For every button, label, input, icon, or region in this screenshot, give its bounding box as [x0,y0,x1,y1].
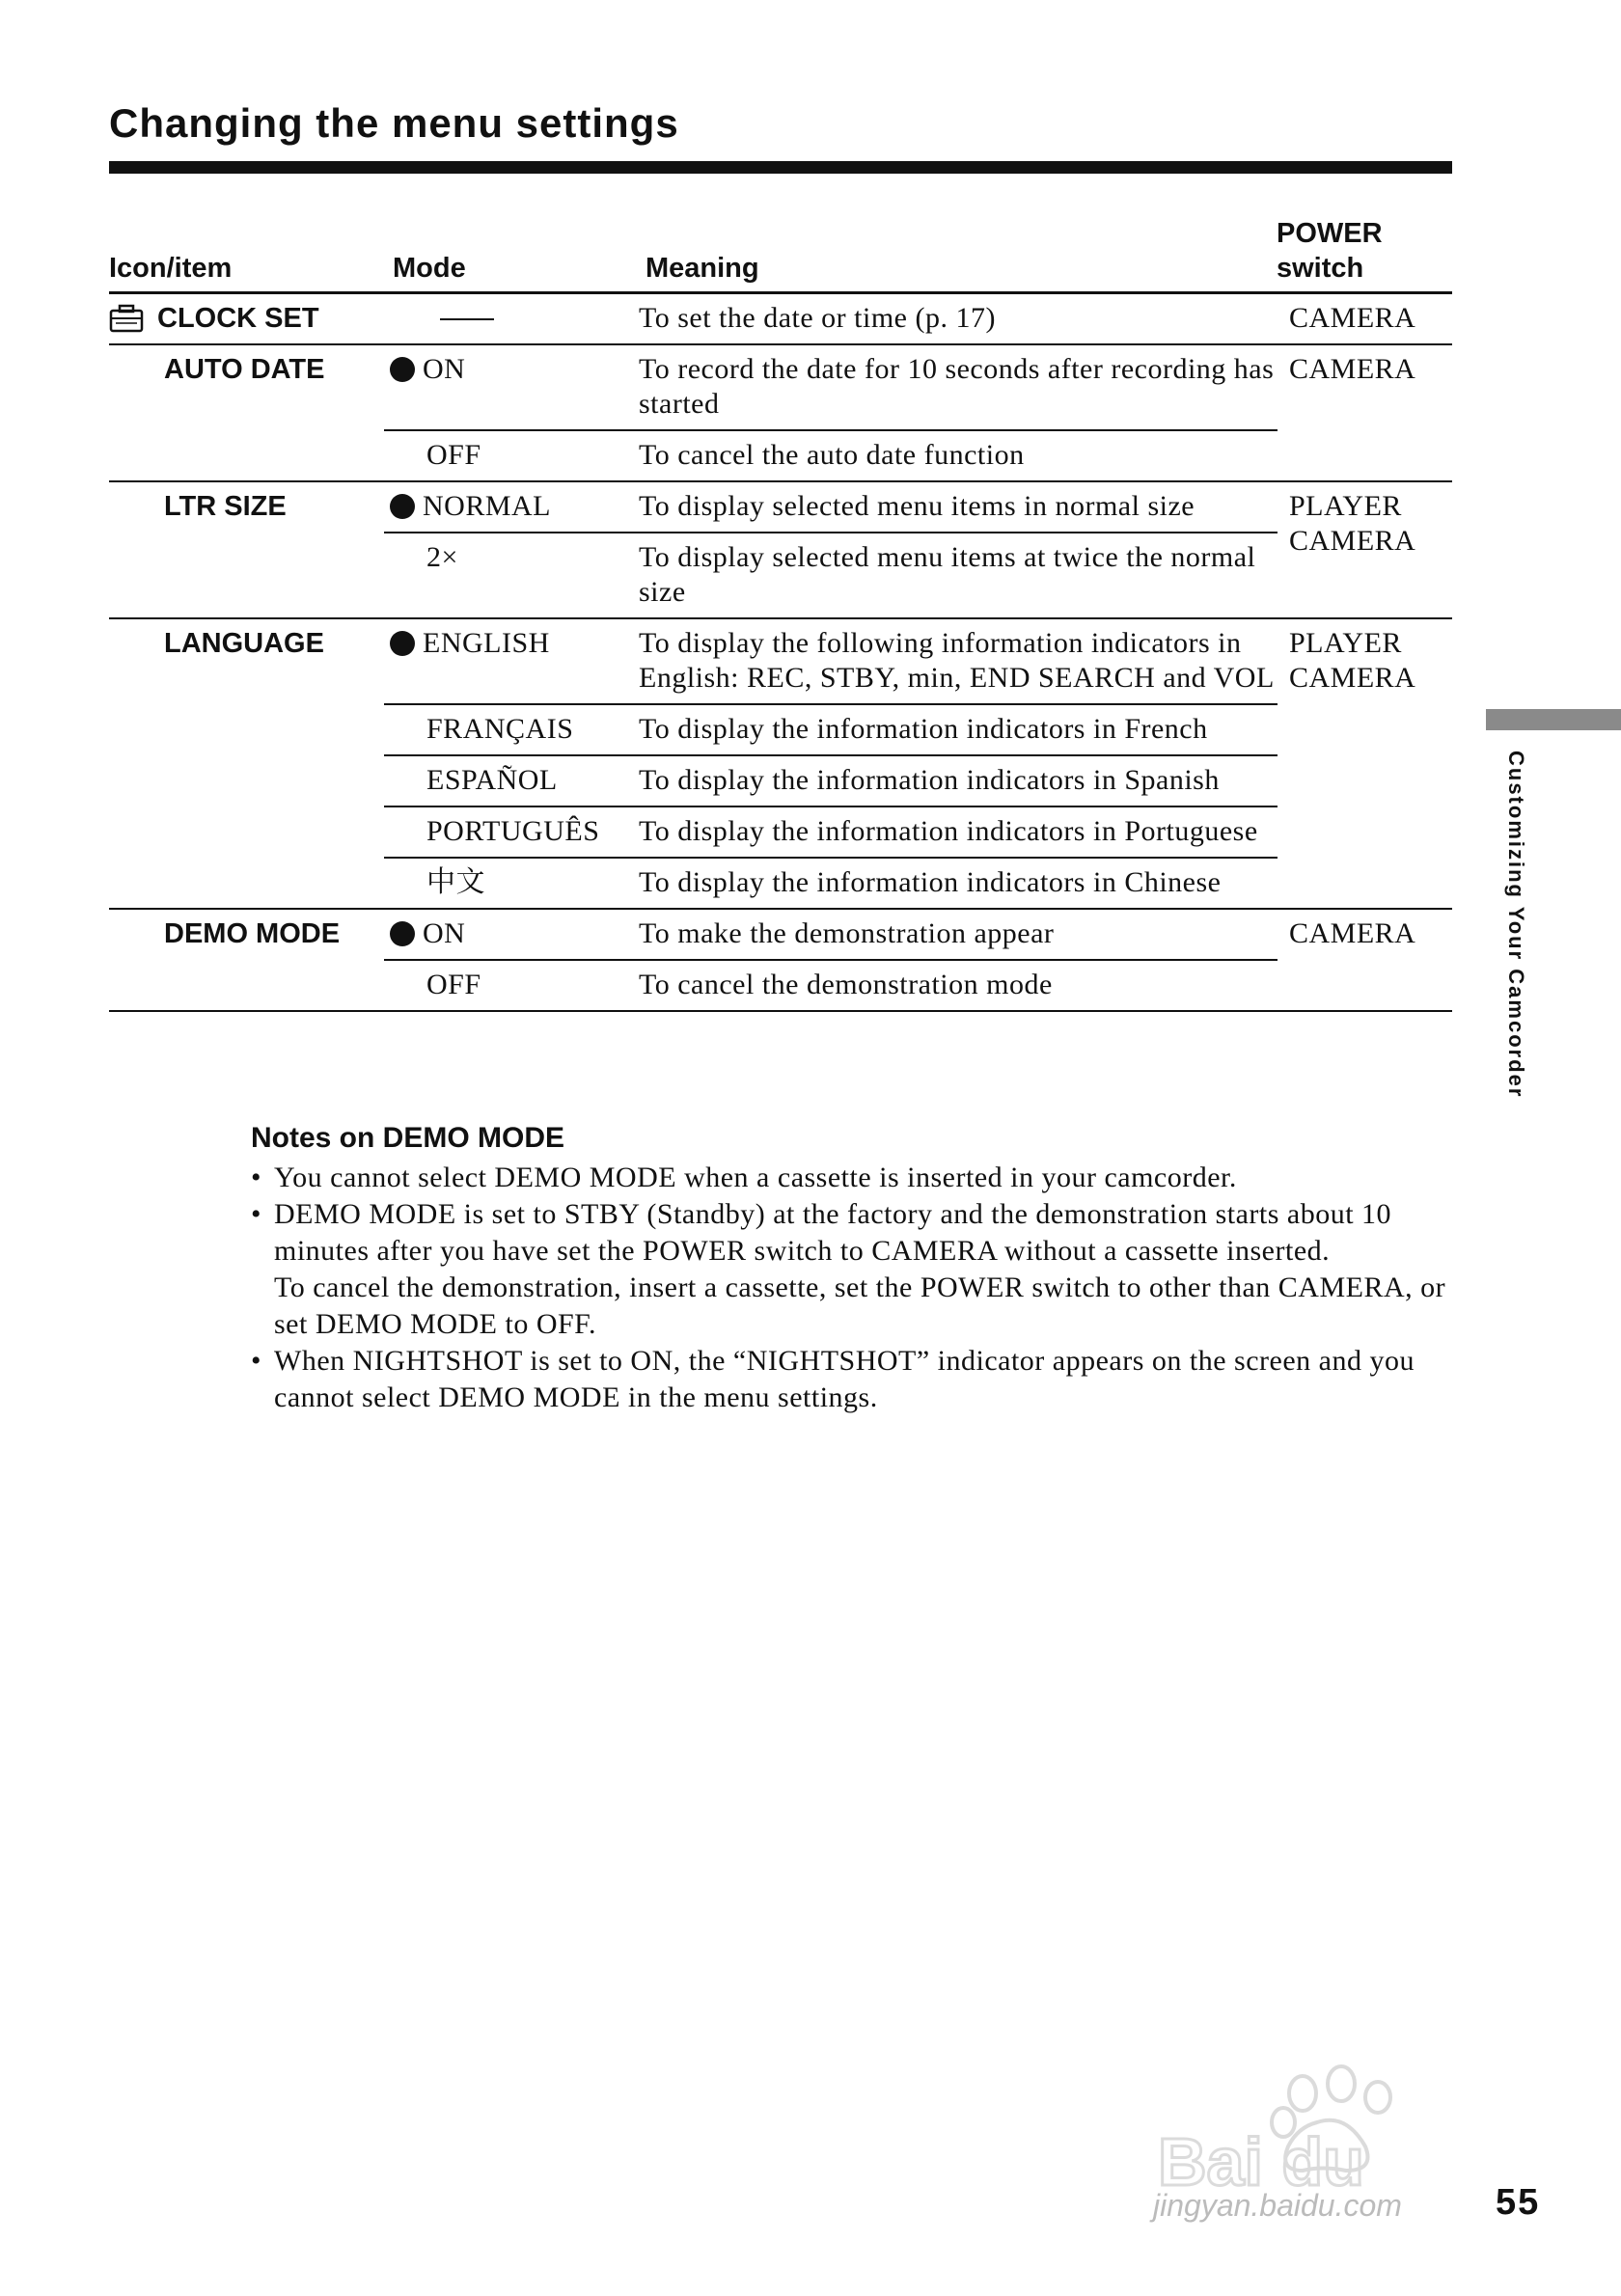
table-body [109,294,1452,1012]
table-group [109,345,1452,482]
table-row [384,807,1278,859]
meaning-cell: To display selected menu items in normal size [639,490,1195,522]
watermark-url: jingyan.baidu.com [1153,2188,1402,2223]
default-setting-dot-icon [390,357,415,382]
meaning-cell: To display the information indicators in Spanish [639,764,1220,796]
mode-cell [384,910,639,959]
power-switch-value: CAMERA [1289,353,1416,385]
item-label: LANGUAGE [164,628,324,659]
header-icon-item: Icon/item [109,253,233,284]
title-rule [109,161,1452,174]
default-setting-dot-icon [390,494,415,519]
note-item [251,1196,1457,1343]
mode-value: ON [423,917,466,949]
meaning-cell: To display the following information indicators in English: REC, STBY, min, END SEARCH and VOL [639,627,1275,694]
meaning-cell: To display the information indicators in French [639,713,1208,745]
note-text: You cannot select DEMO MODE when a cassette is inserted in your camcorder. [274,1162,1237,1193]
item-label: LTR SIZE [164,491,287,522]
mode-cell [384,345,639,429]
power-switch-cell [1278,910,1452,1010]
mode-cell [384,807,639,857]
table-row [384,619,1278,705]
mode-value: PORTUGUÊS [426,815,600,847]
power-switch-cell [1278,345,1452,480]
bullet-icon: • [251,1198,262,1230]
table-group [109,619,1452,910]
power-switch-value: CAMERA [1289,302,1416,334]
section-side-label: Customizing Your Camcorder [1504,751,1528,1099]
camera-set-icon [109,304,144,333]
power-switch-value: CAMERA [1289,525,1416,557]
default-setting-dot-icon [390,921,415,946]
power-switch-value: CAMERA [1289,917,1416,949]
power-switch-value: PLAYER [1289,627,1402,659]
table-row [384,859,1278,908]
page-number: 55 [1496,2182,1541,2223]
mode-cell [384,961,639,1010]
table-row [384,961,1278,1010]
default-setting-dot-icon [390,631,415,656]
table-row [384,345,1278,431]
power-switch-value: CAMERA [1289,662,1416,694]
table-row [384,294,1278,343]
meaning-cell: To cancel the demonstration mode [639,969,1053,1000]
notes-section [251,1119,1457,1416]
item-cell [109,910,384,1010]
item-label: AUTO DATE [164,354,325,385]
page-title: Changing the menu settings [109,100,679,146]
table-row [384,910,1278,961]
header-power-line2: switch [1277,253,1364,284]
note-item [251,1160,1457,1196]
section-tab-bar [1486,709,1621,730]
power-switch-value: PLAYER [1289,490,1402,522]
notes-title: Notes on DEMO MODE [251,1122,565,1154]
table-group [109,294,1452,345]
table-row [384,705,1278,756]
no-mode-dash [440,318,494,320]
meaning-cell: To set the date or time (p. 17) [639,302,996,334]
header-power-line1: POWER [1277,218,1383,249]
meaning-cell: To make the demonstration appear [639,917,1055,949]
mode-value: NORMAL [423,490,552,522]
svg-text:Bai du: Bai du [1158,2124,1364,2200]
power-switch-cell [1278,294,1452,343]
mode-cell [384,533,639,617]
mode-value: 中文 [426,866,485,898]
meaning-cell: To display selected menu items at twice the normal size [639,541,1256,608]
header-power-switch [1277,216,1383,286]
mode-value: 2× [426,541,458,573]
item-label: CLOCK SET [157,303,319,334]
item-cell [109,482,384,617]
mode-cell [384,294,639,343]
mode-cell [384,619,639,703]
bullet-icon: • [251,1162,262,1193]
mode-cell [384,431,639,480]
mode-value: ESPAÑOL [426,764,558,796]
note-text: When NIGHTSHOT is set to ON, the “NIGHTSHOT” indicator appears on the screen and you cannot select DEMO MODE in the menu settings. [274,1345,1415,1413]
item-cell [109,619,384,908]
notes-list [251,1160,1457,1416]
menu-settings-table [109,210,1452,1012]
note-text: DEMO MODE is set to STBY (Standby) at the factory and the demonstration starts about 10 minutes after you have set the POWER switch to CAMERA without a cassette inserted. To cancel the demonstration, insert a cassette, set the POWER switch to other than CAMERA, or set DEMO MODE to OFF. [274,1198,1446,1340]
mode-value: ENGLISH [423,627,550,659]
table-group [109,910,1452,1012]
table-header [109,210,1452,294]
item-cell [109,294,384,343]
meaning-cell: To display the information indicators in Portuguese [639,815,1258,847]
mode-cell [384,482,639,532]
power-switch-cell [1278,619,1452,908]
mode-cell [384,705,639,754]
mode-value: OFF [426,969,481,1000]
meaning-cell: To record the date for 10 seconds after recording has started [639,353,1275,420]
meaning-cell: To cancel the auto date function [639,439,1025,471]
mode-value: FRANÇAIS [426,713,574,745]
mode-cell [384,859,639,908]
power-switch-cell [1278,482,1452,617]
table-row [384,533,1278,617]
table-group [109,482,1452,619]
item-label: DEMO MODE [164,918,341,949]
bullet-icon: • [251,1345,262,1377]
table-row [384,482,1278,533]
table-row [384,431,1278,480]
meaning-cell: To display the information indicators in Chinese [639,866,1222,898]
mode-value: OFF [426,439,481,471]
table-row [384,756,1278,807]
mode-cell [384,756,639,806]
header-mode: Mode [393,253,466,284]
item-cell [109,345,384,480]
note-item [251,1343,1457,1416]
header-meaning: Meaning [646,253,759,284]
mode-value: ON [423,353,466,385]
